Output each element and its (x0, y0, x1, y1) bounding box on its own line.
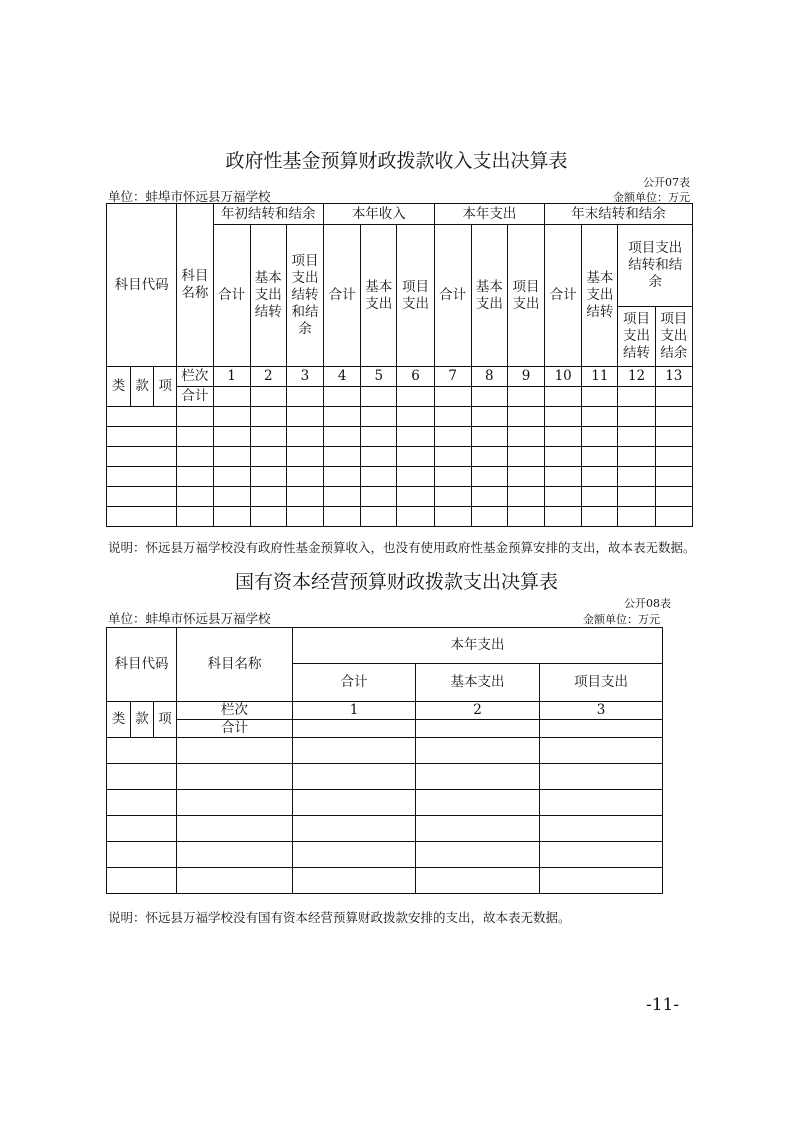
t2-col-number-3: 3 (540, 702, 663, 720)
header-income-total: 合计 (324, 225, 361, 367)
table-row (107, 764, 663, 790)
t2-header-xiang: 项 (154, 702, 177, 738)
col-number-5: 5 (361, 367, 397, 387)
table-row (107, 407, 693, 427)
header-lei: 类 (107, 367, 131, 407)
col-number-11: 11 (582, 367, 618, 387)
table1-unit: 单位：蚌埠市怀远县万福学校 (108, 189, 271, 204)
table2-title: 国有资本经营预算财政拨款支出决算表 (234, 571, 558, 593)
table1-title: 政府性基金预算财政拨款收入支出决算表 (225, 150, 568, 172)
col-number-10: 10 (545, 367, 582, 387)
header-end-project-carry: 项目 支出 结转 (618, 307, 655, 367)
header-begin-basic-carry: 基本 支出 结转 (250, 225, 286, 367)
table1-note: 说明：怀远县万福学校没有政府性基金预算收入，也没有使用政府性基金预算安排的支出，故本表无数据。 (108, 540, 696, 555)
header-end-total: 合计 (545, 225, 582, 367)
table2-grid (106, 627, 663, 894)
t2-header-subject-name: 科目名称 (177, 628, 293, 702)
t2-header-group-expense: 本年支出 (293, 628, 663, 664)
table-row (107, 487, 693, 507)
header-begin-total: 合计 (213, 225, 250, 367)
table-row (107, 447, 693, 467)
header-subject-code: 科目代码 (107, 204, 177, 367)
header-expense-total: 合计 (434, 225, 471, 367)
t2-header-lei: 类 (107, 702, 131, 738)
header-group-income: 本年收入 (324, 204, 435, 225)
table2-note: 说明：怀远县万福学校没有国有资本经营预算财政拨款安排的支出，故本表无数据。 (108, 910, 571, 925)
table1-grid (106, 203, 693, 527)
header-group-end: 年末结转和结余 (545, 204, 693, 225)
table-row (107, 427, 693, 447)
t2-row-heji-label: 合计 (177, 720, 293, 738)
col-number-13: 13 (655, 367, 692, 387)
col-number-4: 4 (324, 367, 361, 387)
table-row (107, 816, 663, 842)
col-number-8: 8 (471, 367, 507, 387)
t2-header-subject-code: 科目代码 (107, 628, 177, 702)
t2-header-project: 项目支出 (540, 664, 663, 702)
header-subject-name: 科目 名称 (177, 204, 213, 367)
header-expense-basic: 基本 支出 (471, 225, 507, 367)
col-number-3: 3 (286, 367, 323, 387)
t2-col-number-2: 2 (416, 702, 540, 720)
header-end-basic-carry: 基本 支出 结转 (582, 225, 618, 367)
table2-amount-unit: 金额单位：万元 (583, 613, 660, 626)
t2-header-total: 合计 (293, 664, 416, 702)
col-number-1: 1 (213, 367, 250, 387)
table-row (107, 790, 663, 816)
t2-header-kuan: 款 (131, 702, 154, 738)
page-number: -11- (646, 995, 680, 1015)
table1-amount-unit: 金额单位：万元 (613, 191, 690, 204)
table-row (107, 842, 663, 868)
table-row (107, 467, 693, 487)
col-number-12: 12 (618, 367, 655, 387)
row-lanci-label: 栏次 (177, 367, 213, 387)
t2-row-lanci-label: 栏次 (177, 702, 293, 720)
header-income-project: 项目 支出 (397, 225, 434, 367)
header-end-project-surplus: 项目 支出 结余 (655, 307, 692, 367)
header-group-expense: 本年支出 (434, 204, 545, 225)
t2-col-number-1: 1 (293, 702, 416, 720)
header-kuan: 款 (131, 367, 154, 407)
table-row (107, 507, 693, 527)
t2-header-basic: 基本支出 (416, 664, 540, 702)
table-row (107, 738, 663, 764)
row-heji-label: 合计 (177, 387, 213, 407)
table2-code: 公开08表 (624, 597, 671, 610)
header-end-project-carry-surplus: 项目支出 结转和结 余 (618, 225, 693, 307)
table-row (107, 868, 663, 894)
table2-unit: 单位：蚌埠市怀远县万福学校 (108, 611, 271, 626)
col-number-6: 6 (397, 367, 434, 387)
header-group-begin: 年初结转和结余 (213, 204, 324, 225)
header-expense-project: 项目 支出 (507, 225, 544, 367)
header-income-basic: 基本 支出 (361, 225, 397, 367)
header-xiang: 项 (154, 367, 177, 407)
col-number-7: 7 (434, 367, 471, 387)
header-begin-project-carry-surplus: 项目 支出 结转 和结 余 (286, 225, 323, 367)
col-number-9: 9 (507, 367, 544, 387)
table1-code: 公开07表 (643, 176, 690, 189)
col-number-2: 2 (250, 367, 286, 387)
